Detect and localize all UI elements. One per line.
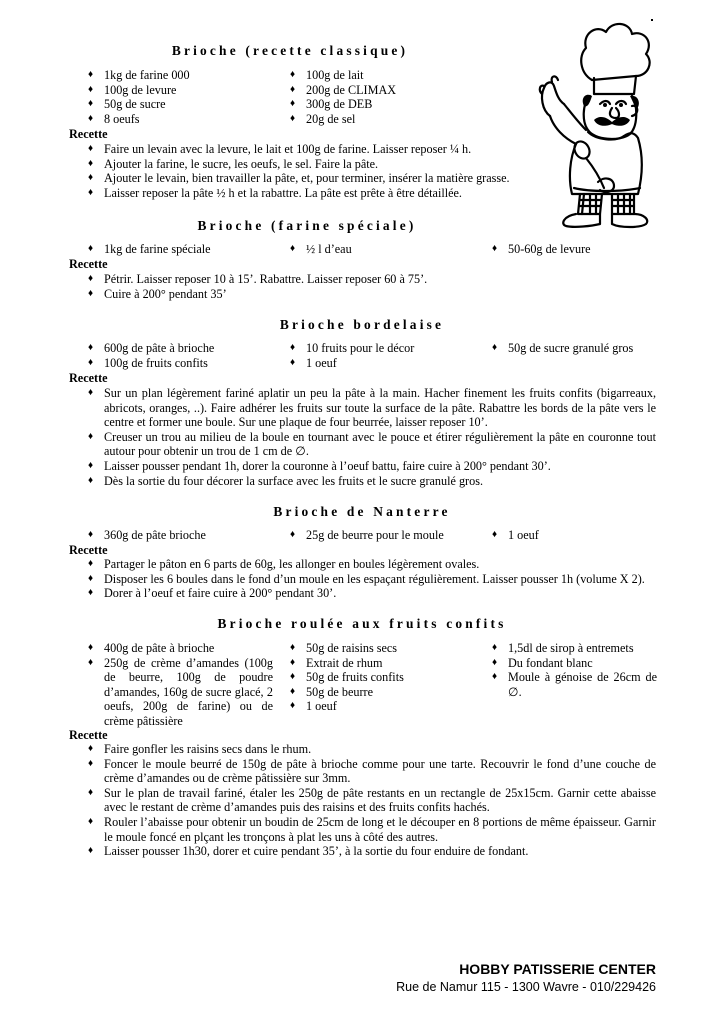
step-item: ♦ Laisser pousser pendant 1h, dorer la couronne à l’oeuf battu, faire cuire à 200° pendant 30’. [88,459,656,474]
recipe-steps [88,272,656,301]
step-item: ♦ Faire gonfler les raisins secs dans le rhum. [88,742,656,757]
step-item: ♦ Foncer le moule beurré de 150g de pâte à brioche comme pour une tarte. Recouvrir le fond d’une couche de crème d’amandes ou de crème pâtissière sur 3mm. [88,757,656,786]
section-title: Brioche de Nanterre [273,504,451,519]
ingredients-col2 [290,641,480,714]
ingredients-col3 [492,341,657,356]
ingredient-item: ♦ 50g de sucre granulé gros [492,341,657,356]
recipe-steps [88,742,656,859]
section-title: Brioche (farine spéciale) [197,218,417,233]
step-item: ♦ Laisser reposer la pâte ½ h et la rabattre. La pâte est prête à être détaillée. [88,186,528,201]
step-item: ♦ Cuire à 200° pendant 35’ [88,287,656,302]
ingredient-item: ♦ 50g de raisins secs [290,641,480,656]
recette-label: Recette [69,257,108,271]
ingredient-item: ♦ 20g de sel [290,112,480,127]
ingredient-item: ♦ Moule à génoise de 26cm de ∅. [492,670,657,699]
ingredient-item: ♦ 10 fruits pour le décor [290,341,480,356]
ingredients-col1 [88,68,273,126]
ingredient-item: ♦ Extrait de rhum [290,656,480,671]
ingredient-item: ♦ 360g de pâte brioche [88,528,273,543]
company-address: Rue de Namur 115 - 1300 Wavre - 010/229426 [396,980,656,994]
ingredient-item: ♦ 1kg de farine spéciale [88,242,273,257]
ingredient-item: ♦ 50g de beurre [290,685,480,700]
ingredient-item: ♦ 600g de pâte à brioche [88,341,273,356]
ingredients-col1 [88,341,273,370]
section-title: Brioche bordelaise [279,317,445,332]
ingredient-item: ♦ 1 oeuf [492,528,657,543]
step-item: ♦ Sur un plan légèrement fariné aplatir un peu la pâte à la main. Hacher finement les fruits confits (bigarreaux, abricots, oranges, ..). Faire adhérer les fruits sur toute la surface de la pâte. Rabattre les bords de la pâte vers le centre et former une boule. Sur une plaque de four beurrée, laisser reposer 10’. [88,386,656,430]
recette-label: Recette [69,728,108,742]
section-title: Brioche (recette classique) [171,43,409,58]
step-item: ♦ Faire un levain avec la levure, le lait et 100g de farine. Laisser reposer ¼ h. [88,142,528,157]
ingredients-col2 [290,242,480,257]
step-item: ♦ Ajouter le levain, bien travailler la pâte, et, pour terminer, insérer la matière grasse. [88,171,528,186]
ingredient-item: ♦ 400g de pâte à brioche [88,641,273,656]
ingredients-col3 [492,528,657,543]
ingredient-item: ♦ 25g de beurre pour le moule [290,528,480,543]
ingredient-item: ♦ 300g de DEB [290,97,480,112]
recette-label: Recette [69,127,108,141]
recette-label: Recette [69,371,108,385]
ingredient-item: ♦ 1 oeuf [290,356,480,371]
recipe-steps [88,142,528,200]
ingredients-col1 [88,242,273,257]
step-item: ♦ Pétrir. Laisser reposer 10 à 15’. Rabattre. Laisser reposer 60 à 75’. [88,272,656,287]
recipe-steps [88,557,656,601]
ingredients-col1 [88,528,273,543]
step-item: ♦ Laisser pousser 1h30, dorer et cuire pendant 35’, à la sortie du four enduire de fondant. [88,844,656,859]
ingredient-item: ♦ 1 oeuf [290,699,480,714]
step-item: ♦ Ajouter la farine, le sucre, les oeufs, le sel. Faire la pâte. [88,157,528,172]
step-item: ♦ Creuser un trou au milieu de la boule en tournant avec le pouce et étirer régulièrement la pâte en couronne tout autour pour obtenir un trou de 1 cm de ∅. [88,430,656,459]
ingredient-item: ♦ 100g de levure [88,83,273,98]
step-item: ♦ Dorer à l’oeuf et faire cuire à 200° pendant 30’. [88,586,656,601]
ingredients-col3 [492,641,657,699]
ingredient-item: ♦ 1kg de farine 000 [88,68,273,83]
ingredient-item: ♦ 200g de CLIMAX [290,83,480,98]
ingredient-item: ♦ 8 oeufs [88,112,273,127]
ingredients-col3 [492,242,657,257]
section-title: Brioche roulée aux fruits confits [217,616,507,631]
ingredients-col2 [290,68,480,126]
step-item: ♦ Sur le plan de travail fariné, étaler les 250g de pâte restants en un rectangle de 25x15cm. Garnir cette abaisse avec le restant de crème d’amandes puis des raisins et des fruits confits hachés. [88,786,656,815]
ingredient-item: ♦ 1,5dl de sirop à entremets [492,641,657,656]
ingredients-col2 [290,341,480,370]
ingredient-item: ♦ 50-60g de levure [492,242,657,257]
ingredients-col2 [290,528,480,543]
ingredient-item: ♦ 50g de fruits confits [290,670,480,685]
ingredient-item: ♦ ½ l d’eau [290,242,480,257]
company-name: HOBBY PATISSERIE CENTER [459,961,656,977]
recipe-steps [88,386,656,488]
step-item: ♦ Dès la sortie du four décorer la surface avec les fruits et le sucre granulé gros. [88,474,656,489]
step-item: ♦ Disposer les 6 boules dans le fond d’un moule en les espaçant régulièrement. Laisser pousser 1h (volume X 2). [88,572,656,587]
ingredient-item: ♦ 100g de fruits confits [88,356,273,371]
ingredients-col1 [88,641,273,729]
ingredient-item: ♦ 100g de lait [290,68,480,83]
ingredient-item: ♦ 250g de crème d’amandes (100g de beurre, 100g de poudre d’amandes, 160g de sucre glacé, 2 oeufs, 200g de farine) ou de crème pâtissière [88,656,273,729]
recette-label: Recette [69,543,108,557]
step-item: ♦ Rouler l’abaisse pour obtenir un boudin de 25cm de long et le découper en 8 portions de même épaisseur. Garnir le moule foncé en plçant les tronçons à plat les uns à côté des autres. [88,815,656,844]
ingredient-item: ♦ Du fondant blanc [492,656,657,671]
ingredient-item: ♦ 50g de sucre [88,97,273,112]
step-item: ♦ Partager le pâton en 6 parts de 60g, les allonger en boules légèrement ovales. [88,557,656,572]
